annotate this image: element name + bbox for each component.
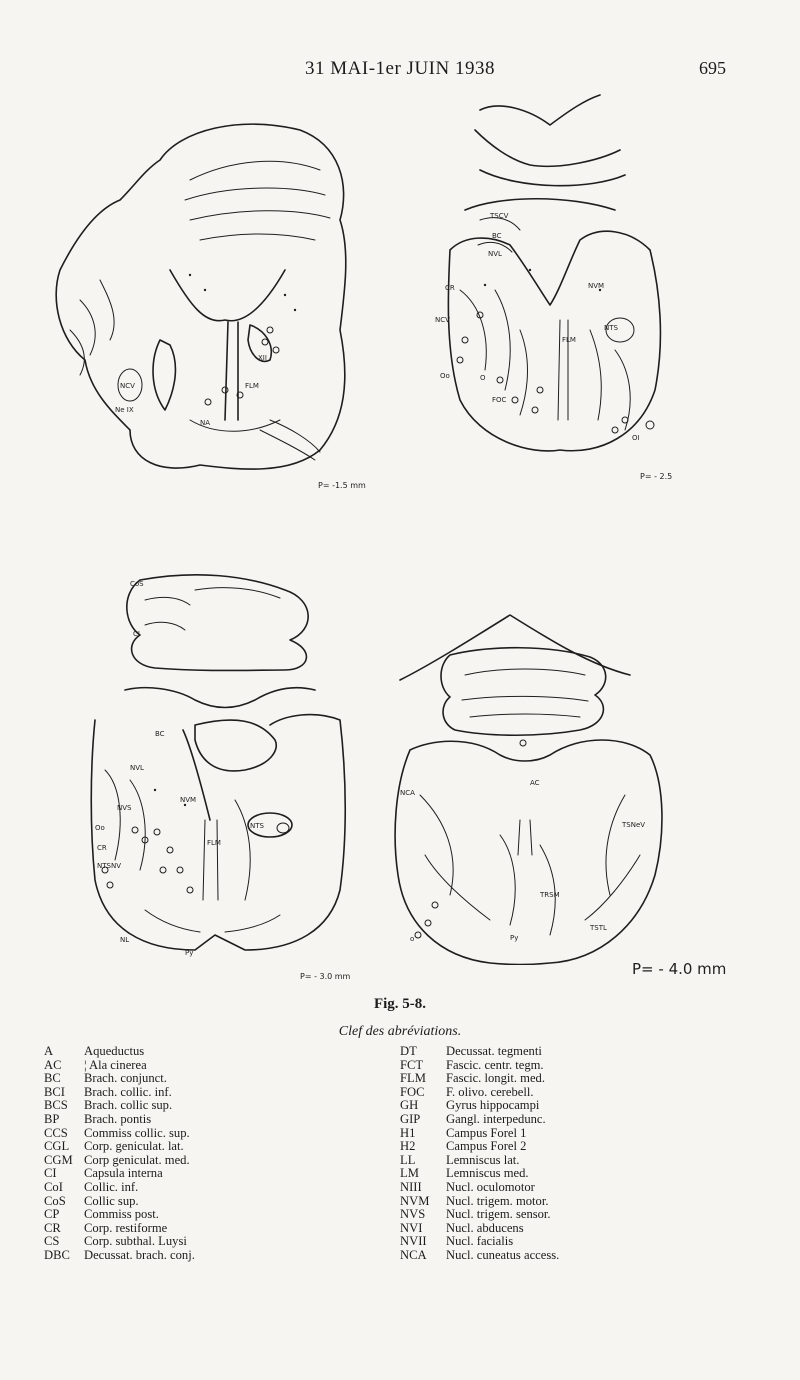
abbreviation-meaning: Gangl. interpedunc.	[446, 1111, 546, 1126]
abbreviation-row	[400, 1140, 559, 1154]
abbreviation-code: A	[44, 1044, 54, 1058]
abbreviation-row	[400, 1235, 559, 1249]
abbreviation-row	[44, 1208, 195, 1222]
abbreviation-row	[44, 1086, 195, 1100]
label-cos: CoS	[130, 580, 144, 588]
label-nl: NL	[120, 936, 130, 944]
label-xii: XII	[258, 354, 267, 362]
abbreviation-meaning: Brach. collic sup.	[84, 1098, 173, 1113]
abbreviation-code: AC	[44, 1057, 62, 1072]
abbreviation-row	[44, 1154, 195, 1168]
abbreviation-meaning: Collic sup.	[84, 1193, 139, 1208]
abbreviation-meaning: Corp. geniculat. lat.	[84, 1139, 184, 1154]
label-na: NA	[200, 419, 211, 427]
abbreviation-row	[400, 1127, 559, 1141]
abbreviation-row	[44, 1195, 195, 1209]
label-flm: FLM	[245, 382, 259, 390]
abbreviation-meaning: Nucl. facialis	[446, 1234, 514, 1249]
abbreviation-code: FLM	[400, 1071, 426, 1086]
abbreviation-code: CR	[44, 1220, 61, 1235]
label-nvl: NVL	[130, 764, 144, 772]
abbreviation-row	[44, 1072, 195, 1086]
abbreviation-code: BP	[44, 1111, 60, 1126]
label-oi: OI	[632, 434, 640, 442]
abbreviation-code: FCT	[400, 1057, 424, 1072]
abbreviation-row	[44, 1099, 195, 1113]
brainstem-section-3-drawing	[85, 570, 355, 970]
label-bc: BC	[492, 232, 502, 240]
scale-label-3: P= - 3.0 mm	[300, 972, 351, 981]
abbreviation-code: BCS	[44, 1098, 68, 1113]
abbreviation-code: LM	[400, 1166, 419, 1181]
abbreviation-row	[400, 1181, 559, 1195]
abbreviation-row	[44, 1140, 195, 1154]
label-ac: AC	[530, 779, 540, 787]
label-tstl: TSTL	[590, 924, 607, 932]
brainstem-section-1-drawing	[40, 90, 360, 500]
abbreviation-meaning: Aqueductus	[84, 1044, 145, 1058]
abbreviation-code: CCS	[44, 1125, 68, 1140]
label-ncv: NCV	[120, 382, 135, 390]
abbreviation-meaning: Capsula interna	[84, 1166, 163, 1181]
abbreviation-code: DBC	[44, 1247, 70, 1262]
abbreviation-meaning: Corp. subthal. Luysi	[84, 1234, 187, 1249]
abbreviation-code: CS	[44, 1234, 60, 1249]
abbreviation-meaning: Lemniscus lat.	[446, 1152, 520, 1167]
abbreviation-meaning: F. olivo. cerebell.	[446, 1084, 534, 1099]
abbreviation-meaning: Nucl. oculomotor	[446, 1179, 535, 1194]
abbreviation-code: CI	[44, 1166, 57, 1181]
abbreviation-code: CoI	[44, 1179, 63, 1194]
abbreviation-meaning: Brach. pontis	[84, 1111, 152, 1126]
abbreviation-meaning: Fascic. longit. med.	[446, 1071, 545, 1086]
abbreviation-meaning: Nucl. cuneatus access.	[446, 1247, 560, 1262]
label-oo: Oo	[95, 824, 105, 832]
abbreviation-row	[400, 1072, 559, 1086]
abbreviation-meaning: Fascic. centr. tegm.	[446, 1057, 544, 1072]
label-foc: FOC	[492, 396, 507, 404]
label-ne-ix: Ne IX	[115, 406, 134, 414]
abbreviation-code: CGL	[44, 1139, 70, 1154]
label-ntsnv: NTSNV	[97, 862, 121, 870]
abbreviation-code: H2	[400, 1139, 416, 1154]
label-nca: NCA	[400, 789, 415, 797]
abbreviation-code: H1	[400, 1125, 416, 1140]
abbreviation-meaning: Commiss post.	[84, 1207, 159, 1222]
abbreviation-row	[44, 1059, 195, 1073]
label-nvm: NVM	[588, 282, 605, 290]
abbreviation-row	[400, 1045, 559, 1059]
abbreviation-row	[44, 1235, 195, 1249]
label-tsnev: TSNeV	[622, 821, 646, 829]
abbreviation-row	[44, 1045, 195, 1059]
abbreviation-row	[400, 1208, 559, 1222]
abbreviation-code: BCI	[44, 1084, 65, 1099]
abbreviation-meaning: Nucl. trigem. sensor.	[446, 1207, 551, 1222]
abbreviation-row	[400, 1195, 559, 1209]
brainstem-section-4-drawing	[390, 605, 675, 965]
abbreviation-row	[400, 1167, 559, 1181]
figure-panel-1	[40, 90, 360, 500]
abbreviation-meaning: Gyrus hippocampi	[446, 1098, 540, 1113]
label-nts: NTS	[250, 822, 264, 830]
figure-panel-4	[390, 605, 675, 965]
abbreviation-row	[44, 1249, 195, 1263]
label-o: o	[410, 935, 415, 943]
label-bc: BC	[155, 730, 165, 738]
scale-label-1: P= -1.5 mm	[318, 481, 366, 490]
abbreviation-meaning: Brach. collic. inf.	[84, 1084, 172, 1099]
abbreviation-meaning: Decussat. tegmenti	[446, 1044, 542, 1058]
abbreviation-code: BC	[44, 1071, 61, 1086]
label-ncv: NCV	[435, 316, 450, 324]
running-title: 31 MAI-1er JUIN 1938	[305, 58, 495, 79]
abbreviation-code: LL	[400, 1152, 416, 1167]
abbreviation-code: NCA	[400, 1247, 427, 1262]
abbreviation-meaning: Brach. conjunct.	[84, 1071, 167, 1086]
abbreviation-code: CP	[44, 1207, 60, 1222]
label-cr: CR	[97, 844, 107, 852]
label-cr: CR	[445, 284, 455, 292]
abbreviation-row	[44, 1167, 195, 1181]
abbreviation-meaning: Nucl. trigem. motor.	[446, 1193, 549, 1208]
figure-caption: Fig. 5-8.	[373, 996, 427, 1012]
label-tscv: TSCV	[490, 212, 509, 220]
abbreviation-meaning: Campus Forel 1	[446, 1125, 527, 1140]
abbreviation-row	[400, 1154, 559, 1168]
abbreviation-meaning: Decussat. brach. conj.	[84, 1247, 195, 1262]
abbreviation-meaning: Lemniscus med.	[446, 1166, 529, 1181]
label-o: O	[480, 374, 486, 382]
abbreviation-code: NVII	[400, 1234, 427, 1249]
abbreviation-list-left	[44, 1045, 195, 1263]
abbreviation-code: NIII	[400, 1179, 422, 1194]
label-nvm: NVM	[180, 796, 197, 804]
brainstem-section-2-drawing	[420, 90, 675, 475]
abbreviation-meaning: Collic. inf.	[84, 1179, 139, 1194]
scale-label-2: P= - 2.5	[640, 472, 673, 481]
abbreviation-list-right	[400, 1045, 559, 1263]
abbreviation-code: NVM	[400, 1193, 430, 1208]
label-flm: FLM	[207, 839, 221, 847]
abbreviation-meaning: Commiss collic. sup.	[84, 1125, 190, 1140]
abbreviation-code: CoS	[44, 1193, 66, 1208]
label-nts: NTS	[604, 324, 618, 332]
label-trsm: TRSM	[540, 891, 560, 899]
abbreviation-row	[400, 1099, 559, 1113]
abbreviation-code: GIP	[400, 1111, 421, 1126]
abbreviation-row	[44, 1127, 195, 1141]
figure-panel-3	[85, 570, 355, 970]
abbreviation-row	[44, 1113, 195, 1127]
label-oo: Oo	[440, 372, 450, 380]
abbreviation-row	[400, 1222, 559, 1236]
abbreviation-row	[400, 1086, 559, 1100]
label-nvs: NVS	[117, 804, 132, 812]
abbreviation-code: CGM	[44, 1152, 73, 1167]
label-nvl: NVL	[488, 250, 502, 258]
page-number: 695	[699, 58, 726, 78]
label-py: Py	[510, 934, 519, 942]
page-header	[0, 58, 800, 84]
abbreviation-row	[44, 1181, 195, 1195]
abbreviation-meaning: Campus Forel 2	[446, 1139, 527, 1154]
abbreviation-code: NVI	[400, 1220, 423, 1235]
abbreviation-meaning: Corp geniculat. med.	[84, 1152, 190, 1167]
abbreviation-row	[44, 1222, 195, 1236]
abbreviation-code: DT	[400, 1044, 417, 1058]
abbreviation-row	[400, 1113, 559, 1127]
abbreviation-key-title: Clef des abréviations.	[338, 1024, 462, 1039]
figure-panel-2	[420, 90, 675, 475]
abbreviation-meaning: Corp. restiforme	[84, 1220, 168, 1235]
abbreviation-row	[400, 1249, 559, 1263]
abbreviation-code: FOC	[400, 1084, 425, 1099]
label-flm: FLM	[562, 336, 576, 344]
abbreviation-code: GH	[400, 1098, 419, 1113]
scale-label-4: P= - 4.0 mm	[632, 960, 727, 978]
abbreviation-meaning: ¦ Ala cinerea	[84, 1057, 147, 1072]
label-py: Py	[185, 949, 194, 957]
abbreviation-row	[400, 1059, 559, 1073]
label-ci: CI	[133, 630, 140, 638]
abbreviation-code: NVS	[400, 1207, 426, 1222]
abbreviation-meaning: Nucl. abducens	[446, 1220, 524, 1235]
